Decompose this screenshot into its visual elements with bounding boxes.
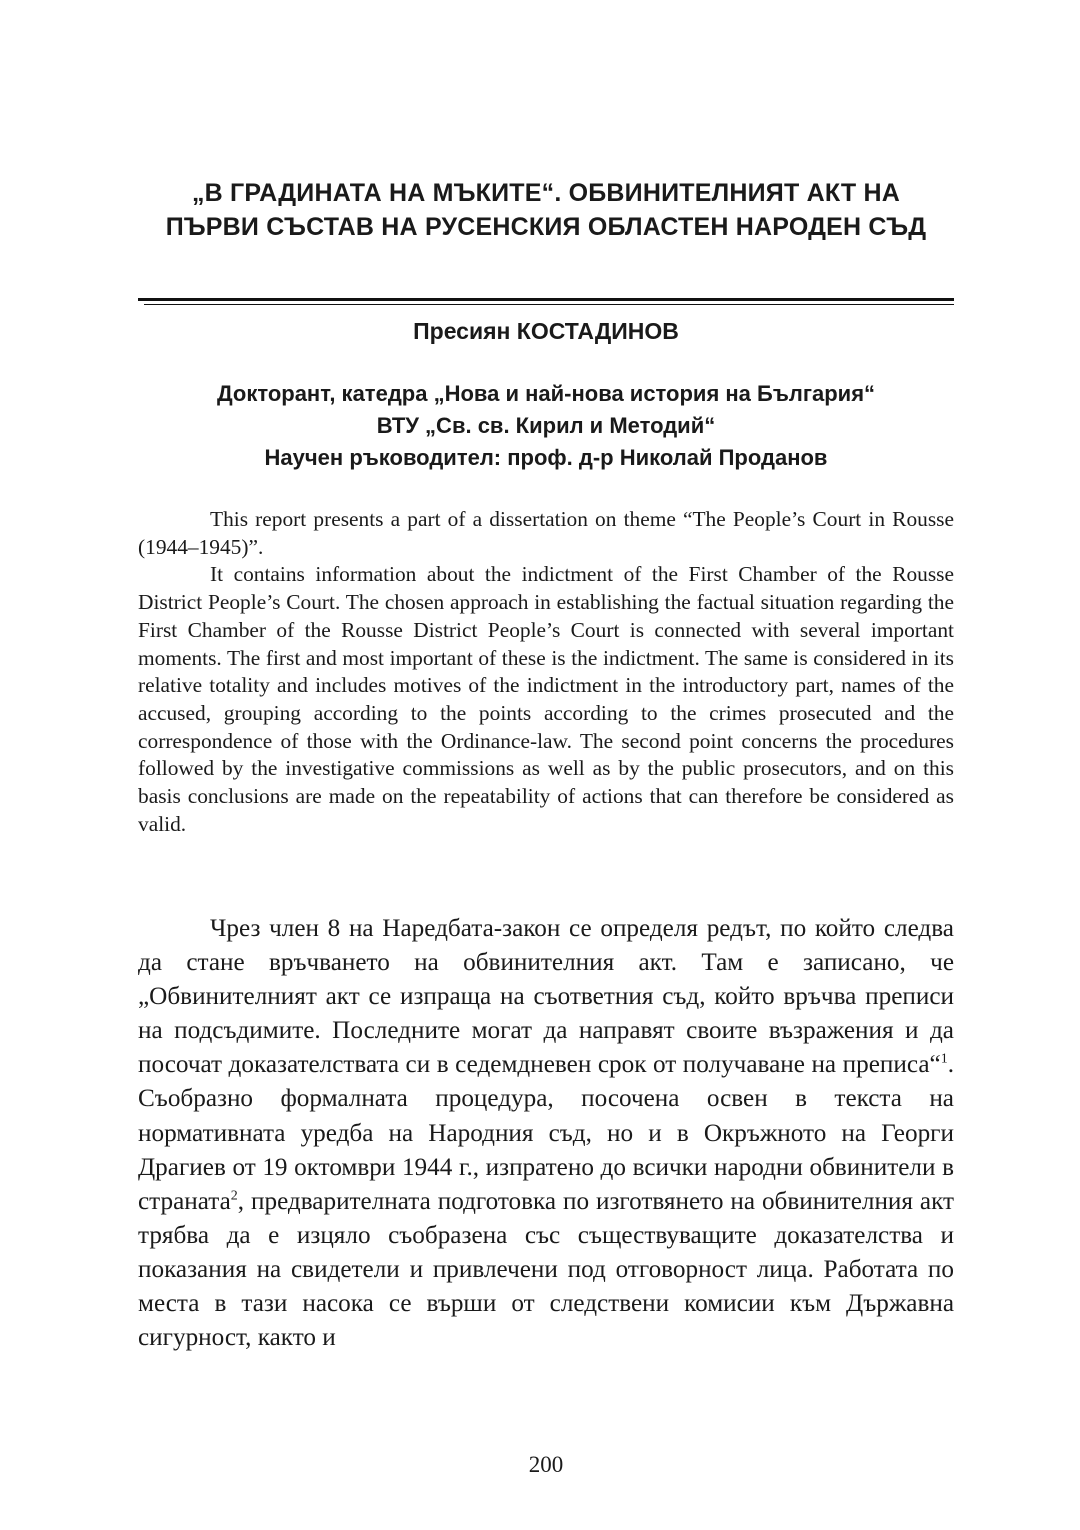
page-number: 200 bbox=[528, 1452, 564, 1477]
author-affiliation bbox=[138, 378, 954, 474]
abstract-paragraph: It contains information about the indictment of the First Chamber of the Rousse District People’s Court. The chosen approach in establishing the factual situation regarding the First Chamber of the Rousse District People’s Court is connected with several important moments. The first and most important of these is the indictment. The same is considered in its relative totality and includes motives of the indictment in the introductory part, names of the accused, grouping according to the points according to the crimes prosecuted and the correspondence of those with the Ordinance-law. The second point concerns the procedures followed by the investigative commissions as well as by the public prosecutors, and on this basis conclusions are made on the repeatability of actions that can therefore be considered as valid. bbox=[138, 562, 954, 836]
body-text-segment: . Съобразно формалната процедура, посочена освен в текста на нормативната уредба на Народния съд, но и в Окръжното на Георги Драгиев от 19 октомври 1944 г., изпратено до всички народни обвинители в страната bbox=[138, 1051, 954, 1215]
page bbox=[138, 0, 954, 1530]
title-line: ПЪРВИ СЪСТАВ НА РУСЕНСКИЯ ОБЛАСТЕН НАРОДЕН СЪД bbox=[165, 213, 927, 241]
affiliation-line: ВТУ „Св. св. Кирил и Методий“ bbox=[376, 413, 716, 438]
footnote-ref[interactable]: 1 bbox=[940, 1051, 948, 1067]
abstract-paragraph: This report presents a part of a dissertation on theme “The People’s Court in Rousse (1944–1945)”. bbox=[138, 507, 954, 559]
body-text bbox=[138, 912, 954, 1355]
affiliation-line: Докторант, катедра „Нова и най-нова история на България“ bbox=[216, 381, 876, 406]
title-divider-thin bbox=[144, 304, 954, 305]
footnote-ref[interactable]: 2 bbox=[230, 1188, 238, 1204]
abstract bbox=[138, 506, 954, 838]
body-paragraph bbox=[138, 912, 954, 1355]
title-line: „В ГРАДИНАТА НА МЪКИТЕ“. ОБВИНИТЕЛНИЯТ АКТ НА bbox=[191, 179, 901, 207]
author-name: Пресиян КОСТАДИНОВ bbox=[413, 318, 679, 344]
body-text-segment: , предварителната подготовка по изготвянето на обвинителния акт трябва да е изцяло съобразена със съществуващите доказателства и показания на свидетели и привлечени под отговорност лица. Работата по места в тази насока се върши от следствени комисии към Държавна сигурност, както и bbox=[138, 1187, 954, 1352]
title-divider-thick bbox=[138, 298, 954, 301]
affiliation-line: Научен ръководител: проф. д-р Николай Проданов bbox=[264, 445, 828, 470]
body-text-segment: Чрез член 8 на Наредбата-закон се определя редът, по който следва да стане връчването на обвинителния акт. Там е записано, че „Обвинителният акт се изпраща на съответния съд, който връчва преписи на подсъдимите. Последните могат да направят своите възражения и да посочат доказателствата си в седемдневен срок от получаване на преписа“ bbox=[138, 915, 954, 1079]
article-title bbox=[138, 176, 954, 244]
